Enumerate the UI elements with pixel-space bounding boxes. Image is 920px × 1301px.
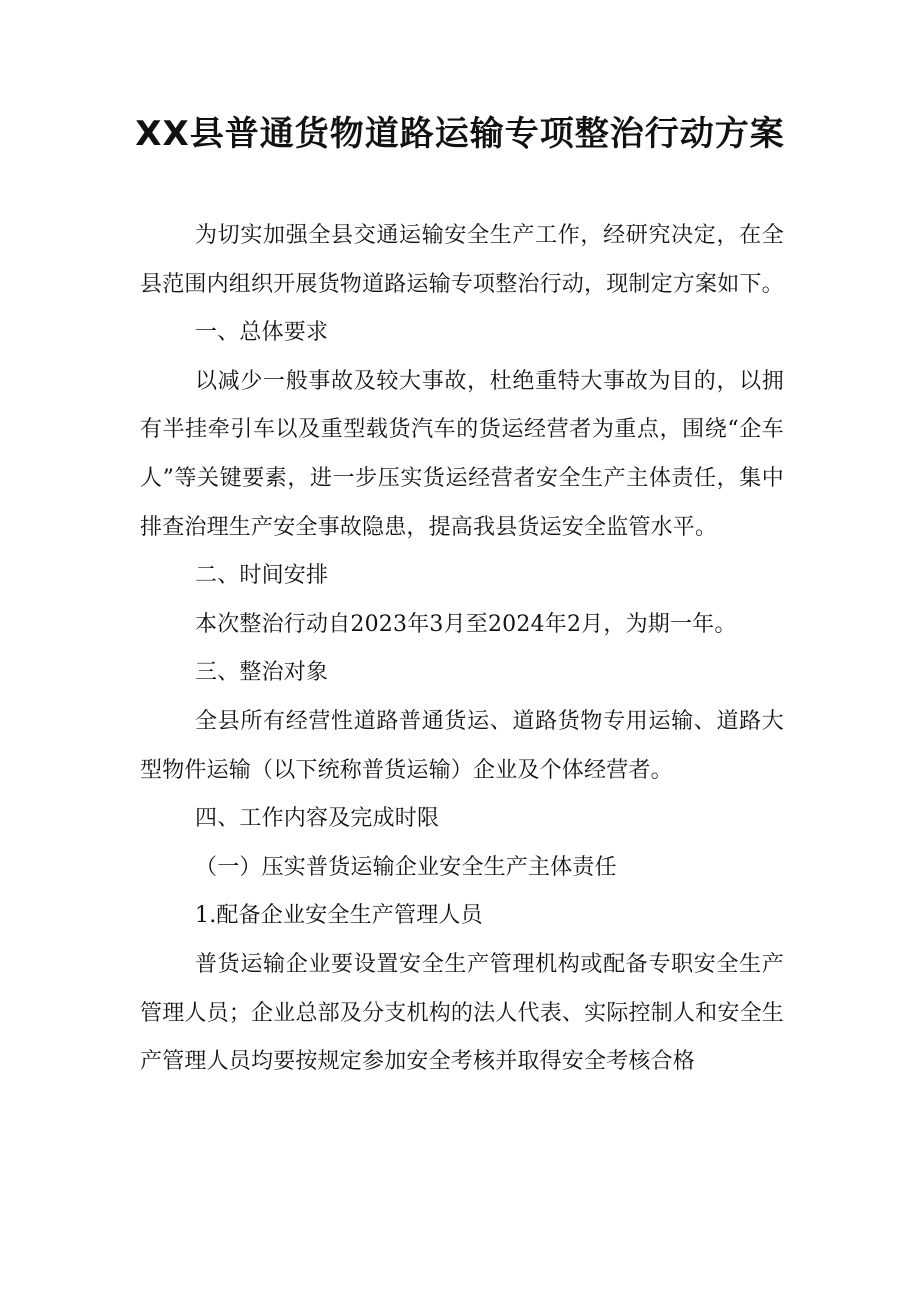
general-requirements-paragraph: 以减少一般事故及较大事故，杜绝重特大事故为目的，以拥有半挂牵引车以及重型载货汽车的货运经营者为重点，围绕“企车人”等关键要素，进一步压实货运经营者安全生产主体责任，集中排查治理生产安全事故隐患，提高我县货运安全监管水平。 bbox=[140, 368, 784, 540]
document-title: XX县普通货物道路运输专项整治行动方案 bbox=[135, 114, 785, 154]
schedule-paragraph: 本次整治行动自2023年3月至2024年2月，为期一年。 bbox=[195, 611, 737, 637]
intro-paragraph: 为切实加强全县交通运输安全生产工作，经研究决定，在全县范围内组织开展货物道路运输专项整治行动，现制定方案如下。 bbox=[140, 223, 784, 297]
section-heading-targets: 三、整治对象 bbox=[195, 660, 329, 686]
section-heading-work-content: 四、工作内容及完成时限 bbox=[195, 806, 440, 832]
subsection-heading-responsibility: （一）压实普货运输企业安全生产主体责任 bbox=[195, 854, 617, 880]
staffing-paragraph: 普货运输企业要设置安全生产管理机构或配备专职安全生产管理人员；企业总部及分支机构的法人代表、实际控制人和安全生产管理人员均要按规定参加安全考核并取得安全考核合格 bbox=[140, 951, 784, 1075]
section-heading-schedule: 二、时间安排 bbox=[195, 563, 329, 589]
item-heading-staffing: 1.配备企业安全生产管理人员 bbox=[195, 903, 483, 929]
section-heading-general-requirements: 一、总体要求 bbox=[195, 320, 329, 346]
document-body bbox=[140, 212, 784, 1087]
targets-paragraph: 全县所有经营性道路普通货运、道路货物专用运输、道路大型物件运输（以下统称普货运输）企业及个体经营者。 bbox=[140, 708, 784, 783]
